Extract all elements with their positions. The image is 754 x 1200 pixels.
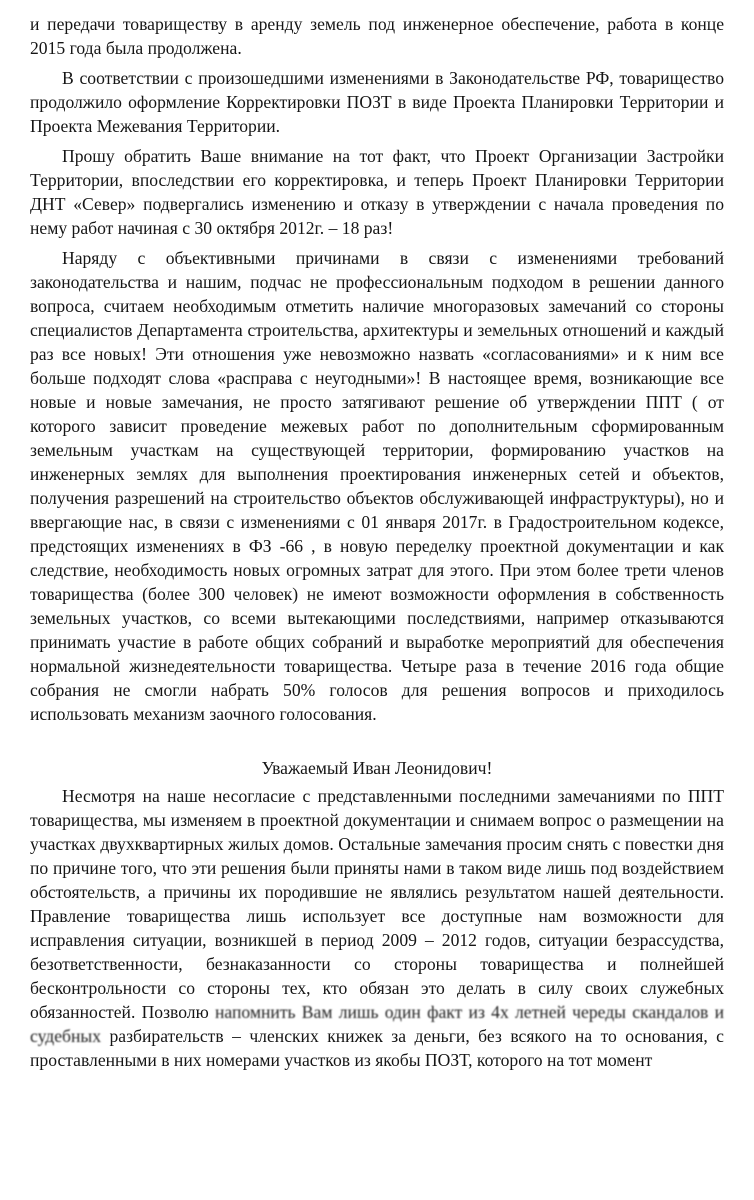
closing-text-clear: Несмотря на наше несогласие с представленными последними замечаниями по ППТ товарищества, мы изменяем в проектной документации и снимаем вопрос о размещении на участках двухквартирных жилых домов. Остальные замечания просим снять с повестки дня по причине того, что эти решения были приняты нами в таком виде лишь под воздействием обстоятельств, а причины их породившие не являлись результатом нашей деятельности. Правление товарищества лишь использует все доступные нам возможности для исправления ситуации, возникшей в период 2009 – 2012 годов, ситуации безрассудства, безответственности, безнаказанности со стороны товарищества и полнейшей бесконтрольности со стороны тех, кто обязан это делать в силу своих служебных обязанностей. Позволю [30,786,724,1022]
closing-text-smeared: напомнить Вам лишь один факт из 4х летней череды скандалов и судебных [30,1002,725,1046]
paragraph-continuation: и передачи товариществу в аренду земель под инженерное обеспечение, работа в конце 2015 года была продолжена. [30,14,724,58]
letter-body [30,12,724,1072]
paragraph-remarks: Наряду с объективными причинами в связи с изменениями требований законодательства и нашим, подчас не профессиональным подходом в решении данного вопроса, считаем необходимым отметить наличие многоразовых замечаний со стороны специалистов Департамента строительства, архитектуры и земельных отношений и каждый раз все новых! Эти отношения уже невозможно назвать «согласованиями» и к ним все больше подходят слова «расправа с неугодными»! В настоящее время, возникающие все новые и новые замечания, не просто затягивают решение об утверждении ППТ ( от которого зависит проведение межевых работ по дополнительным сформированным земельным участкам на существующей территории, формированию участков на инженерных землях для выполнения проектирования инженерных сетей и объектов, получения разрешений на строительство объектов обслуживающей инфраструктуры), но и ввергающие нас, в связи с изменениями с 01 января 2017г. в Градостроительном кодексе, предстоящих изменениях в ФЗ -66 , в новую переделку проектной документации и как следствие, необходимость новых огромных затрат для этого. При этом более трети членов товарищества (более 300 человек) не имеют возможности оформления в собственность земельных участков, со всеми вытекающими последствиями, например отказываются принимать участие в работе общих собраний и выработке мероприятий для обеспечения нормальной жизнедеятельности товарищества. Четыре раза в течение 2016 года общие собрания не смогли набрать 50% голосов для решения вопросов и приходилось использовать механизм заочного голосования. [30,248,724,724]
closing-text-tail: разбирательств – членских книжек за деньги, без всякого на то основания, с проставленными в них номерами участков из якобы ПОЗТ, которого на тот момент [30,1026,724,1070]
paragraph-closing [30,784,724,1072]
paragraph-project-history: Прошу обратить Ваше внимание на тот факт, что Проект Организации Застройки Территории, впоследствии его корректировка, и теперь Проект Планировки Территории ДНТ «Север» подвергались изменению и отказу в утверждении с начала проведения по нему работ начиная с 30 октября 2012г. – 18 раз! [30,146,724,238]
salutation: Уважаемый Иван Леонидович! [261,758,493,778]
paragraph-legislation-changes: В соответствии с произошедшими изменениями в Законодательстве РФ, товарищество продолжило оформление Корректировки ПОЗТ в виде Проекта Планировки Территории и Проекта Межевания Территории. [30,68,724,136]
